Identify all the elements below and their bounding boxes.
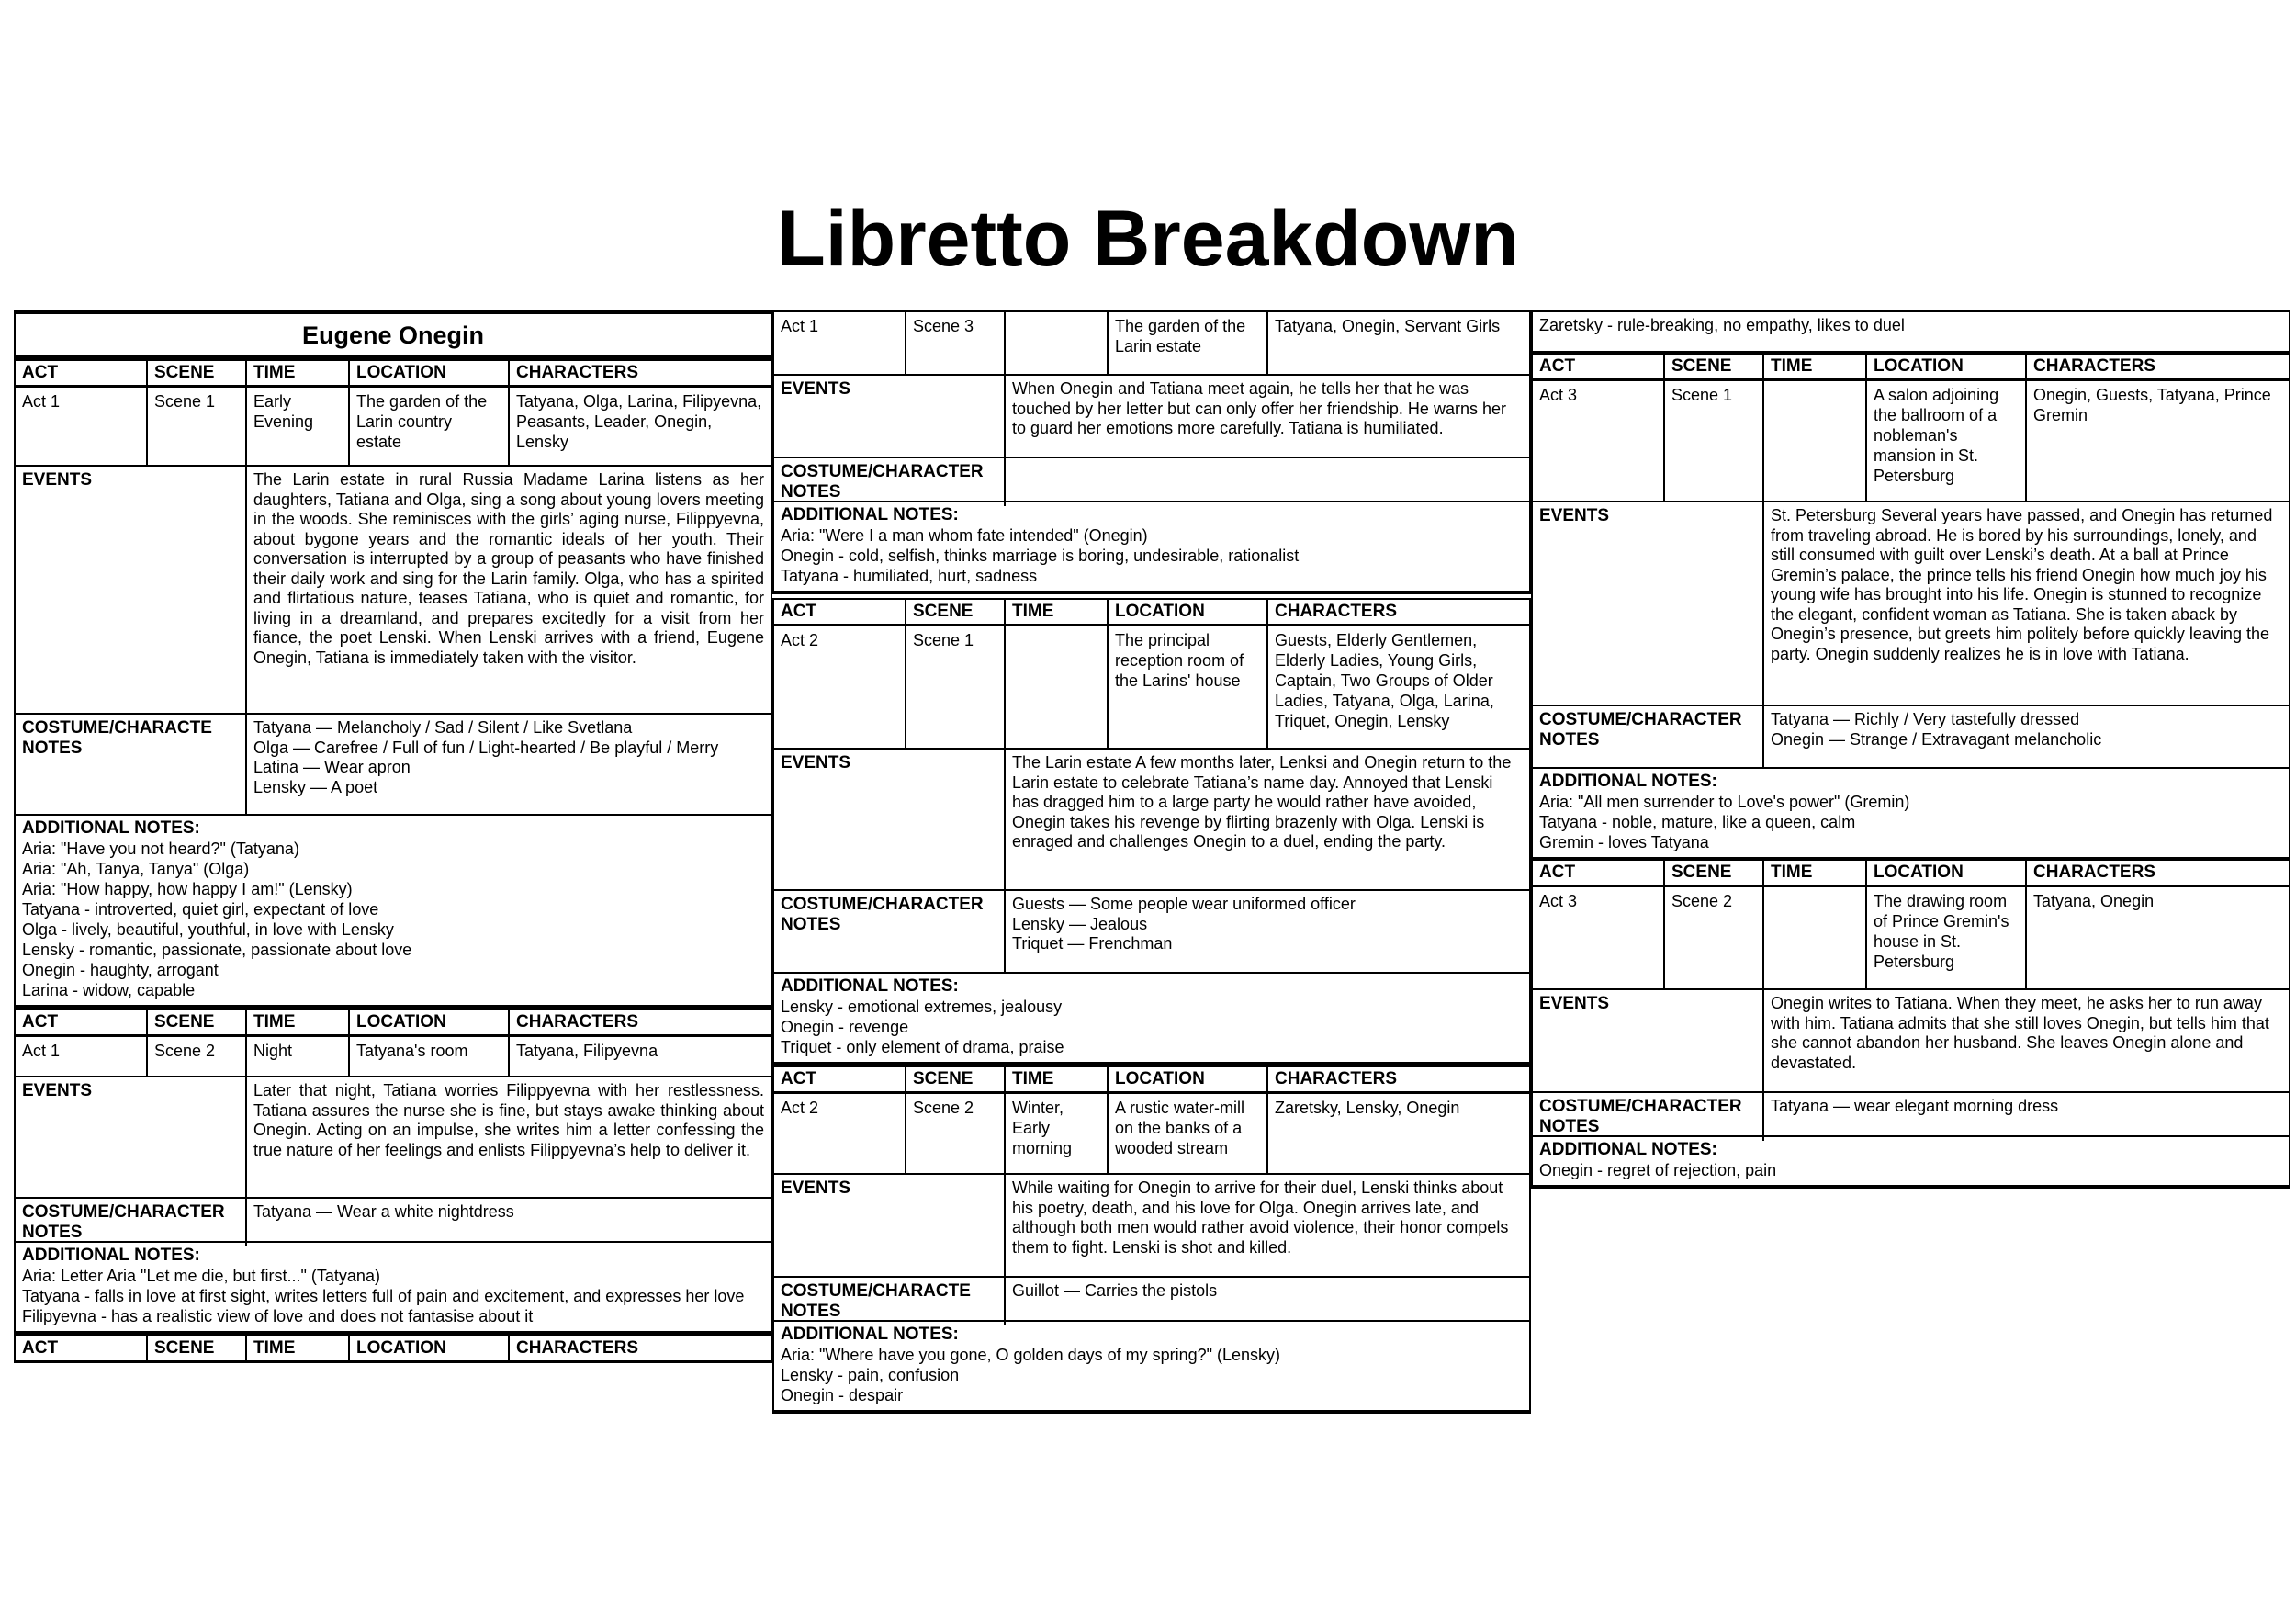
additional-notes bbox=[14, 1243, 772, 1335]
notes-heading: ADDITIONAL NOTES: bbox=[22, 1246, 200, 1265]
additional-notes bbox=[1531, 769, 2290, 859]
events-label: EVENTS bbox=[1533, 990, 1764, 1091]
header-location: LOCATION bbox=[1109, 1067, 1268, 1091]
header-act: ACT bbox=[16, 361, 148, 385]
header-characters: CHARACTERS bbox=[1275, 602, 1397, 621]
events-label: EVENTS bbox=[774, 376, 1006, 457]
note-line: Onegin - regret of rejection, pain bbox=[1539, 1161, 1777, 1179]
note-line: Onegin - haughty, arrogant bbox=[22, 961, 219, 979]
header-location: LOCATION bbox=[350, 361, 510, 385]
events-text: St. Petersburg Several years have passed, and Onegin has returned from traveling abroad. He is bored by his surroundings, lonely, and still consumed with guilt over Lenski’s death. At a ball at Prince Gremin’s palace, the prince tells his friend Onegin how much joy his young wife has brought into his life. Onegin is stunned to recognize the elegant, confident woman as Tatiana. She is taken aback by Onegin’s presence, but greets him politely before quickly leaving the party. Onegin suddenly realizes he is in love with Tatiana. bbox=[1771, 506, 2273, 663]
scene-cell: Scene 1 bbox=[148, 388, 247, 465]
note-line: Tatyana - noble, mature, like a queen, calm bbox=[1539, 813, 1856, 831]
header-time: TIME bbox=[247, 1010, 350, 1034]
note-line: Aria: "Were I a man whom fate intended" (Onegin) bbox=[781, 526, 1148, 545]
events-row bbox=[772, 750, 1531, 891]
note-line: Onegin - cold, selfish, thinks marriage is boring, undesirable, rationalist bbox=[781, 547, 1300, 565]
note-line: Aria: "How happy, how happy I am!" (Lensky) bbox=[22, 880, 353, 898]
act-cell: Act 3 bbox=[1533, 381, 1665, 501]
costume-line: Olga — Carefree / Full of fun / Light-hearted / Be playful / Merry bbox=[253, 738, 719, 757]
note-line: Onegin - despair bbox=[781, 1386, 904, 1404]
costume-row bbox=[1531, 706, 2290, 769]
note-line: Olga - lively, beautiful, youthful, in love with Lensky bbox=[22, 920, 394, 939]
events-row bbox=[14, 467, 772, 715]
events-text: When Onegin and Tatiana meet again, he tells her that he was touched by her letter but can only offer her friendship. He warns her to guard her emotions more carefully. Tatiana is humiliated. bbox=[1012, 379, 1506, 437]
costume-line: Tatyana — Wear a white nightdress bbox=[253, 1202, 514, 1221]
events-row bbox=[772, 1175, 1531, 1278]
costume-notes bbox=[247, 715, 771, 814]
costume-notes bbox=[247, 1199, 771, 1246]
location-cell: The garden of the Larin estate bbox=[1109, 312, 1268, 374]
header-location: LOCATION bbox=[350, 1010, 510, 1034]
costume-row bbox=[1531, 1093, 2290, 1137]
time-cell: Early Evening bbox=[247, 388, 350, 465]
note-line: Tatyana - introverted, quiet girl, expectant of love bbox=[22, 900, 379, 919]
events-text: Onegin writes to Tatiana. When they meet, he asks her to run away with him. Tatiana admits that she still loves Onegin, but tells him that she cannot abandon her husband. She leaves Onegin alone and devastated. bbox=[1771, 994, 2269, 1072]
events-row bbox=[1531, 502, 2290, 706]
events-row bbox=[772, 376, 1531, 458]
note-line: Filipyevna - has a realistic view of love and does not fantasise about it bbox=[22, 1307, 534, 1325]
events-text: The Larin estate A few months later, Lenksi and Onegin return to the Larin estate to celebrate Tatiana’s name day. Annoyed that Lenski has dragged him to a large party he would rather have avoided, Onegin takes his revenge by flirting brazenly with Olga. Lenski is enraged and challenges Onegin to a duel, ending the party. bbox=[1012, 753, 1512, 851]
note-line: Aria: "Ah, Tanya, Tanya" (Olga) bbox=[22, 860, 250, 878]
costume-line: Tatyana — Richly / Very tastefully dressed bbox=[1771, 710, 2080, 728]
scene-info-row bbox=[14, 1037, 772, 1077]
time-cell bbox=[1006, 626, 1109, 748]
header-characters: CHARACTERS bbox=[516, 1012, 638, 1032]
costume-row bbox=[772, 891, 1531, 974]
costume-row bbox=[14, 1199, 772, 1243]
table-header-row bbox=[1531, 353, 2290, 381]
scene-info-row bbox=[1531, 381, 2290, 502]
header-characters: CHARACTERS bbox=[2033, 356, 2155, 376]
scene-cell: Scene 1 bbox=[906, 626, 1006, 748]
costume-line: Tatyana — wear elegant morning dress bbox=[1771, 1097, 2059, 1115]
costume-line: Lensky — A poet bbox=[253, 777, 378, 796]
costume-row bbox=[772, 458, 1531, 502]
note-line: Onegin - revenge bbox=[781, 1018, 909, 1036]
characters-cell: Tatyana, Onegin bbox=[2033, 892, 2155, 910]
header-characters: CHARACTERS bbox=[1275, 1069, 1397, 1088]
act-cell: Act 1 bbox=[16, 1037, 148, 1076]
header-scene: SCENE bbox=[906, 1067, 1006, 1091]
characters-cell: Guests, Elderly Gentlemen, Elderly Ladies, Young Girls, Captain, Two Groups of Older Ladies, Tatyana, Olga, Larina, Triquet, Onegin, Lensky bbox=[1275, 631, 1494, 730]
time-cell bbox=[1764, 381, 1867, 501]
costume-line: Tatyana — Melancholy / Sad / Silent / Like Svetlana bbox=[253, 718, 633, 737]
scene-cell: Scene 1 bbox=[1665, 381, 1764, 501]
note-line: Tatyana - humiliated, hurt, sadness bbox=[781, 567, 1038, 585]
notes-heading: ADDITIONAL NOTES: bbox=[22, 818, 200, 838]
costume-label: COSTUME/CHARACTER NOTES bbox=[1533, 706, 1764, 767]
header-act: ACT bbox=[1533, 355, 1665, 378]
header-act: ACT bbox=[1533, 861, 1665, 885]
header-scene: SCENE bbox=[906, 600, 1006, 624]
scene-info-row bbox=[772, 1094, 1531, 1175]
header-location: LOCATION bbox=[1867, 355, 2027, 378]
additional-notes bbox=[772, 502, 1531, 594]
costume-line: Guillot — Carries the pistols bbox=[1012, 1281, 1218, 1300]
header-time: TIME bbox=[1764, 355, 1867, 378]
scene-cell: Scene 2 bbox=[906, 1094, 1006, 1173]
header-location: LOCATION bbox=[1867, 861, 2027, 885]
costume-label: COSTUME/CHARACTER NOTES bbox=[16, 1199, 247, 1246]
location-cell: Tatyana's room bbox=[350, 1037, 510, 1076]
header-time: TIME bbox=[1006, 1067, 1109, 1091]
costume-notes bbox=[1764, 1093, 2289, 1141]
note-line: Gremin - loves Tatyana bbox=[1539, 833, 1709, 851]
table-header-row bbox=[14, 359, 772, 388]
header-scene: SCENE bbox=[148, 1336, 247, 1360]
costume-label: COSTUME/CHARACTE NOTES bbox=[16, 715, 247, 814]
additional-notes bbox=[14, 816, 772, 1009]
characters-cell: Zaretsky, Lensky, Onegin bbox=[1275, 1099, 1460, 1117]
scene-info-row bbox=[772, 310, 1531, 376]
column-2 bbox=[772, 310, 1531, 1414]
characters-cell: Onegin, Guests, Tatyana, Prince Gremin bbox=[2033, 386, 2271, 424]
header-characters: CHARACTERS bbox=[516, 1338, 638, 1358]
page-title: Libretto Breakdown bbox=[777, 195, 1519, 283]
costume-line: Lensky — Jealous bbox=[1012, 914, 1148, 933]
time-cell: Winter, Early morning bbox=[1006, 1094, 1109, 1173]
note-line: Aria: Letter Aria "Let me die, but first..." (Tatyana) bbox=[22, 1267, 380, 1285]
note-line: Triquet - only element of drama, praise bbox=[781, 1038, 1064, 1056]
continued-notes bbox=[1531, 310, 2290, 353]
time-cell bbox=[1764, 887, 1867, 988]
scene-cell: Scene 2 bbox=[148, 1037, 247, 1076]
header-time: TIME bbox=[1764, 861, 1867, 885]
note-line: Aria: "Where have you gone, O golden days of my spring?" (Lensky) bbox=[781, 1346, 1281, 1364]
note-line: Aria: "Have you not heard?" (Tatyana) bbox=[22, 840, 299, 858]
location-cell: The principal reception room of the Larins' house bbox=[1109, 626, 1268, 748]
note-line: Lensky - pain, confusion bbox=[781, 1366, 960, 1384]
note-line: Tatyana - falls in love at first sight, writes letters full of pain and excitement, and expresses her love bbox=[22, 1287, 745, 1305]
events-label: EVENTS bbox=[16, 1077, 247, 1197]
scene-cell: Scene 3 bbox=[906, 312, 1006, 374]
costume-row bbox=[14, 715, 772, 816]
scene-cell: Scene 2 bbox=[1665, 887, 1764, 988]
time-cell: Night bbox=[247, 1037, 350, 1076]
header-characters: CHARACTERS bbox=[2033, 863, 2155, 882]
note-line: Aria: "All men surrender to Love's power" (Gremin) bbox=[1539, 793, 1910, 811]
table-header-row bbox=[14, 1009, 772, 1037]
note-line: Lensky - emotional extremes, jealousy bbox=[781, 998, 1063, 1016]
act-cell: Act 1 bbox=[16, 388, 148, 465]
notes-heading: ADDITIONAL NOTES: bbox=[781, 1325, 959, 1344]
additional-notes bbox=[1531, 1137, 2290, 1189]
notes-heading: ADDITIONAL NOTES: bbox=[781, 976, 959, 996]
events-label: EVENTS bbox=[16, 467, 247, 713]
events-label: EVENTS bbox=[774, 750, 1006, 889]
act-cell: Act 1 bbox=[774, 312, 906, 374]
costume-label: COSTUME/CHARACTER NOTES bbox=[774, 458, 1006, 506]
header-act: ACT bbox=[16, 1010, 148, 1034]
events-label: EVENTS bbox=[774, 1175, 1006, 1276]
table-header-row bbox=[772, 598, 1531, 626]
location-cell: The drawing room of Prince Gremin's house in St. Petersburg bbox=[1867, 887, 2027, 988]
events-text: Later that night, Tatiana worries Filippyevna with her restlessness. Tatiana assures the nurse she is fine, but stays awake thinking about Onegin. Acting on an impulse, she writes him a letter confessing the true nature of her feelings and enlists Filippyevna’s help to deliver it. bbox=[253, 1081, 764, 1159]
location-cell: A salon adjoining the ballroom of a nobleman's mansion in St. Petersburg bbox=[1867, 381, 2027, 501]
events-text: While waiting for Onegin to arrive for their duel, Lenski thinks about his poetry, death, and his love for Olga. Onegin arrives late, and although both men would rather avoid violence, their honor compels them to fight. Lenski is shot and killed. bbox=[1012, 1179, 1509, 1257]
costume-label: COSTUME/CHARACTE NOTES bbox=[774, 1278, 1006, 1325]
notes-heading: ADDITIONAL NOTES: bbox=[781, 505, 959, 524]
header-time: TIME bbox=[247, 1336, 350, 1360]
note-line: Larina - widow, capable bbox=[22, 981, 196, 999]
header-scene: SCENE bbox=[148, 361, 247, 385]
header-act: ACT bbox=[16, 1336, 148, 1360]
location-cell: The garden of the Larin country estate bbox=[350, 388, 510, 465]
column-1 bbox=[14, 310, 772, 1363]
costume-line: Triquet — Frenchman bbox=[1012, 934, 1173, 953]
costume-notes bbox=[1006, 458, 1529, 506]
header-location: LOCATION bbox=[1109, 600, 1268, 624]
column-3 bbox=[1531, 310, 2290, 1189]
costume-line: Onegin — Strange / Extravagant melancholic bbox=[1771, 729, 2102, 749]
events-text: The Larin estate in rural Russia Madame Larina listens as her daughters, Tatiana and Olga, sing a song about young lovers meeting in the woods. She reminisces with the girls’ aging nurse, Filippyevna, about bygone years and the romantic ideals of her youth. Their conversation is interrupted by a group of peasants who have finished their daily work and sing for the Larin family. Olga, who has a spirited and flirtatious nature, teases Tatiana, who is quiet and romantic, for living in a dreamland, and prepares excitedly for a visit from her fiance, the poet Lenski. When Lenski arrives with a friend, Eugene Onegin, Tatiana is immediately taken with the visitor. bbox=[253, 470, 764, 667]
costume-row bbox=[772, 1278, 1531, 1322]
header-act: ACT bbox=[774, 1067, 906, 1091]
table-header-row bbox=[1531, 859, 2290, 887]
act-cell: Act 2 bbox=[774, 1094, 906, 1173]
header-characters: CHARACTERS bbox=[516, 363, 638, 382]
header-location: LOCATION bbox=[350, 1336, 510, 1360]
header-time: TIME bbox=[1006, 600, 1109, 624]
location-cell: A rustic water-mill on the banks of a wooded stream bbox=[1109, 1094, 1268, 1173]
act-cell: Act 3 bbox=[1533, 887, 1665, 988]
characters-cell: Tatyana, Filipyevna bbox=[516, 1042, 658, 1060]
table-header-row bbox=[772, 1066, 1531, 1094]
costume-notes bbox=[1764, 706, 2289, 767]
characters-cell: Tatyana, Olga, Larina, Filipyevna, Peasants, Leader, Onegin, Lensky bbox=[516, 392, 762, 451]
scene-info-row bbox=[772, 626, 1531, 750]
act-cell: Act 2 bbox=[774, 626, 906, 748]
header-time: TIME bbox=[247, 361, 350, 385]
costume-label: COSTUME/CHARACTER NOTES bbox=[774, 891, 1006, 972]
time-cell bbox=[1006, 312, 1109, 374]
notes-heading: ADDITIONAL NOTES: bbox=[1539, 1140, 1717, 1159]
characters-cell: Tatyana, Onegin, Servant Girls bbox=[1275, 317, 1501, 335]
notes-heading: ADDITIONAL NOTES: bbox=[1539, 772, 1717, 791]
events-row bbox=[1531, 990, 2290, 1093]
header-scene: SCENE bbox=[1665, 355, 1764, 378]
events-label: EVENTS bbox=[1533, 502, 1764, 705]
events-row bbox=[14, 1077, 772, 1199]
table-header-row bbox=[14, 1335, 772, 1363]
costume-notes bbox=[1006, 1278, 1529, 1325]
additional-notes bbox=[772, 1322, 1531, 1414]
header-scene: SCENE bbox=[1665, 861, 1764, 885]
scene-info-row bbox=[1531, 887, 2290, 990]
document-heading: Eugene Onegin bbox=[14, 314, 772, 359]
costume-notes bbox=[1006, 891, 1529, 972]
costume-line: Guests — Some people wear uniformed officer bbox=[1012, 895, 1356, 913]
costume-line: Latina — Wear apron bbox=[253, 758, 411, 776]
header-scene: SCENE bbox=[148, 1010, 247, 1034]
additional-notes bbox=[772, 974, 1531, 1066]
scene-info-row bbox=[14, 388, 772, 467]
note-line: Lensky - romantic, passionate, passionate about love bbox=[22, 941, 412, 959]
note-line: Zaretsky - rule-breaking, no empathy, likes to duel bbox=[1539, 316, 1905, 334]
header-act: ACT bbox=[774, 600, 906, 624]
costume-label: COSTUME/CHARACTER NOTES bbox=[1533, 1093, 1764, 1141]
